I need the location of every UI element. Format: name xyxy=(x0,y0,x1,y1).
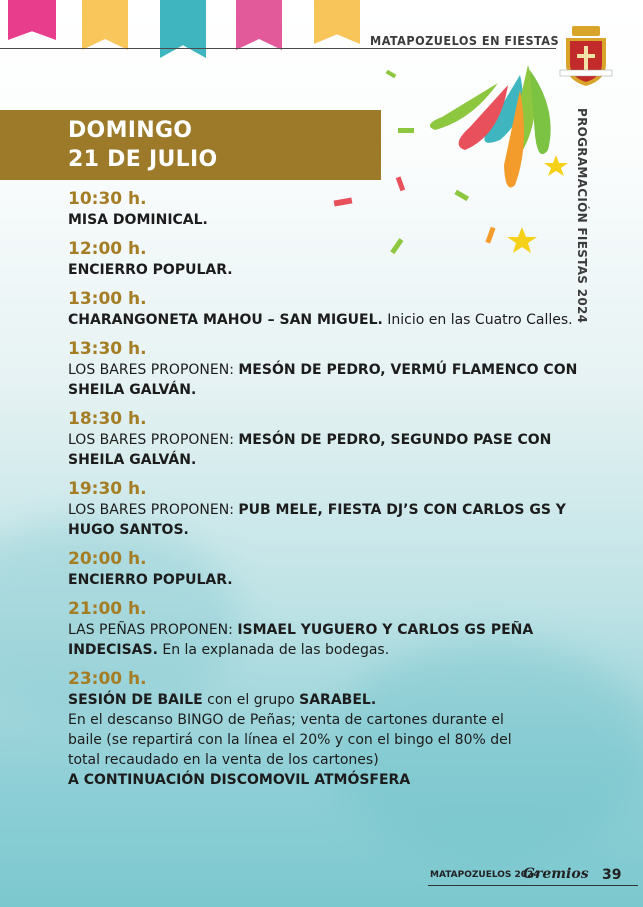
footer-publication: MATAPOZUELOS 2024 xyxy=(430,870,540,880)
event-text: baile (se repartirá con la línea el 20% y con el bingo el 80% del xyxy=(68,732,512,748)
event-text: En el descanso BINGO de Peñas; venta de cartones durante el xyxy=(68,712,504,728)
event-time: 13:00 h. xyxy=(68,289,147,309)
event-description-line xyxy=(68,430,588,450)
event-text: CHARANGONETA MAHOU – SAN MIGUEL. xyxy=(68,312,383,328)
event-description-line xyxy=(68,310,588,330)
bunting-flag xyxy=(8,0,56,40)
event-description-line xyxy=(68,640,588,660)
event-description-line xyxy=(68,750,588,770)
event-text: MESÓN DE PEDRO, VERMÚ FLAMENCO CON xyxy=(238,362,578,378)
event-description-line xyxy=(68,690,588,710)
event-time: 12:00 h. xyxy=(68,239,147,259)
event-description-line xyxy=(68,710,588,730)
event-item xyxy=(68,408,588,470)
event-description-line xyxy=(68,380,588,400)
event-text: Inicio en las Cuatro Calles. xyxy=(382,312,573,328)
event-text: LAS PEÑAS PROPONEN: xyxy=(68,622,238,638)
event-time: 20:00 h. xyxy=(68,549,147,569)
event-text: PUB MELE, FIESTA DJ’S CON CARLOS GS Y xyxy=(238,502,566,518)
event-item xyxy=(68,288,588,330)
event-list xyxy=(68,188,588,798)
header-divider xyxy=(0,48,556,49)
event-text: LOS BARES PROPONEN: xyxy=(68,502,239,518)
event-item xyxy=(68,598,588,660)
event-text: En la explanada de las bodegas. xyxy=(157,642,390,658)
event-text: total recaudado en la venta de los cartones) xyxy=(68,752,379,768)
event-text: ISMAEL YUGUERO Y CARLOS GS PEÑA xyxy=(237,622,534,638)
event-text: LOS BARES PROPONEN: xyxy=(68,362,239,378)
side-caption: PROGRAMACIÓN FIESTAS 2024 xyxy=(575,108,589,324)
event-description-line xyxy=(68,770,588,790)
day-name: DOMINGO xyxy=(68,118,193,143)
event-item xyxy=(68,668,588,790)
event-text: HUGO SANTOS. xyxy=(68,522,189,538)
event-description-line xyxy=(68,360,588,380)
day-date: 21 DE JULIO xyxy=(68,147,218,172)
day-header xyxy=(0,110,381,180)
event-time: 21:00 h. xyxy=(68,599,147,619)
event-description-line xyxy=(68,570,588,590)
event-time: 10:30 h. xyxy=(68,189,147,209)
event-description-line xyxy=(68,500,588,520)
event-item xyxy=(68,338,588,400)
event-text: MISA DOMINICAL. xyxy=(68,212,208,228)
event-text: SARABEL. xyxy=(299,692,377,708)
event-text: SHEILA GALVÁN. xyxy=(68,382,197,398)
event-item xyxy=(68,478,588,540)
event-item xyxy=(68,548,588,590)
event-text: INDECISAS. xyxy=(68,642,158,658)
event-time: 19:30 h. xyxy=(68,479,147,499)
event-description-line xyxy=(68,620,588,640)
event-text: ENCIERRO POPULAR. xyxy=(68,262,233,278)
event-text: SESIÓN DE BAILE xyxy=(68,692,203,708)
footer-divider xyxy=(428,885,638,886)
bunting-flag xyxy=(82,0,128,50)
event-description-line xyxy=(68,260,588,280)
event-text: ENCIERRO POPULAR. xyxy=(68,572,233,588)
event-time: 13:30 h. xyxy=(68,339,147,359)
event-time: 18:30 h. xyxy=(68,409,147,429)
event-text: A CONTINUACIÓN DISCOMOVIL ATMÓSFERA xyxy=(68,772,411,788)
event-item xyxy=(68,188,588,230)
event-description-line xyxy=(68,730,588,750)
event-text: SHEILA GALVÁN. xyxy=(68,452,197,468)
page-number: 39 xyxy=(602,867,622,883)
bunting-flag xyxy=(236,0,282,50)
header-title: MATAPOZUELOS EN FIESTAS xyxy=(370,33,560,48)
event-text: MESÓN DE PEDRO, SEGUNDO PASE CON xyxy=(238,432,552,448)
event-text: LOS BARES PROPONEN: xyxy=(68,432,239,448)
event-text: con el grupo xyxy=(202,692,300,708)
event-time: 23:00 h. xyxy=(68,669,147,689)
event-description-line xyxy=(68,210,588,230)
bunting-flag xyxy=(160,0,206,58)
footer-logo: Gremios xyxy=(523,866,589,882)
event-item xyxy=(68,238,588,280)
event-description-line xyxy=(68,520,588,540)
event-description-line xyxy=(68,450,588,470)
bunting-flag xyxy=(314,0,360,44)
